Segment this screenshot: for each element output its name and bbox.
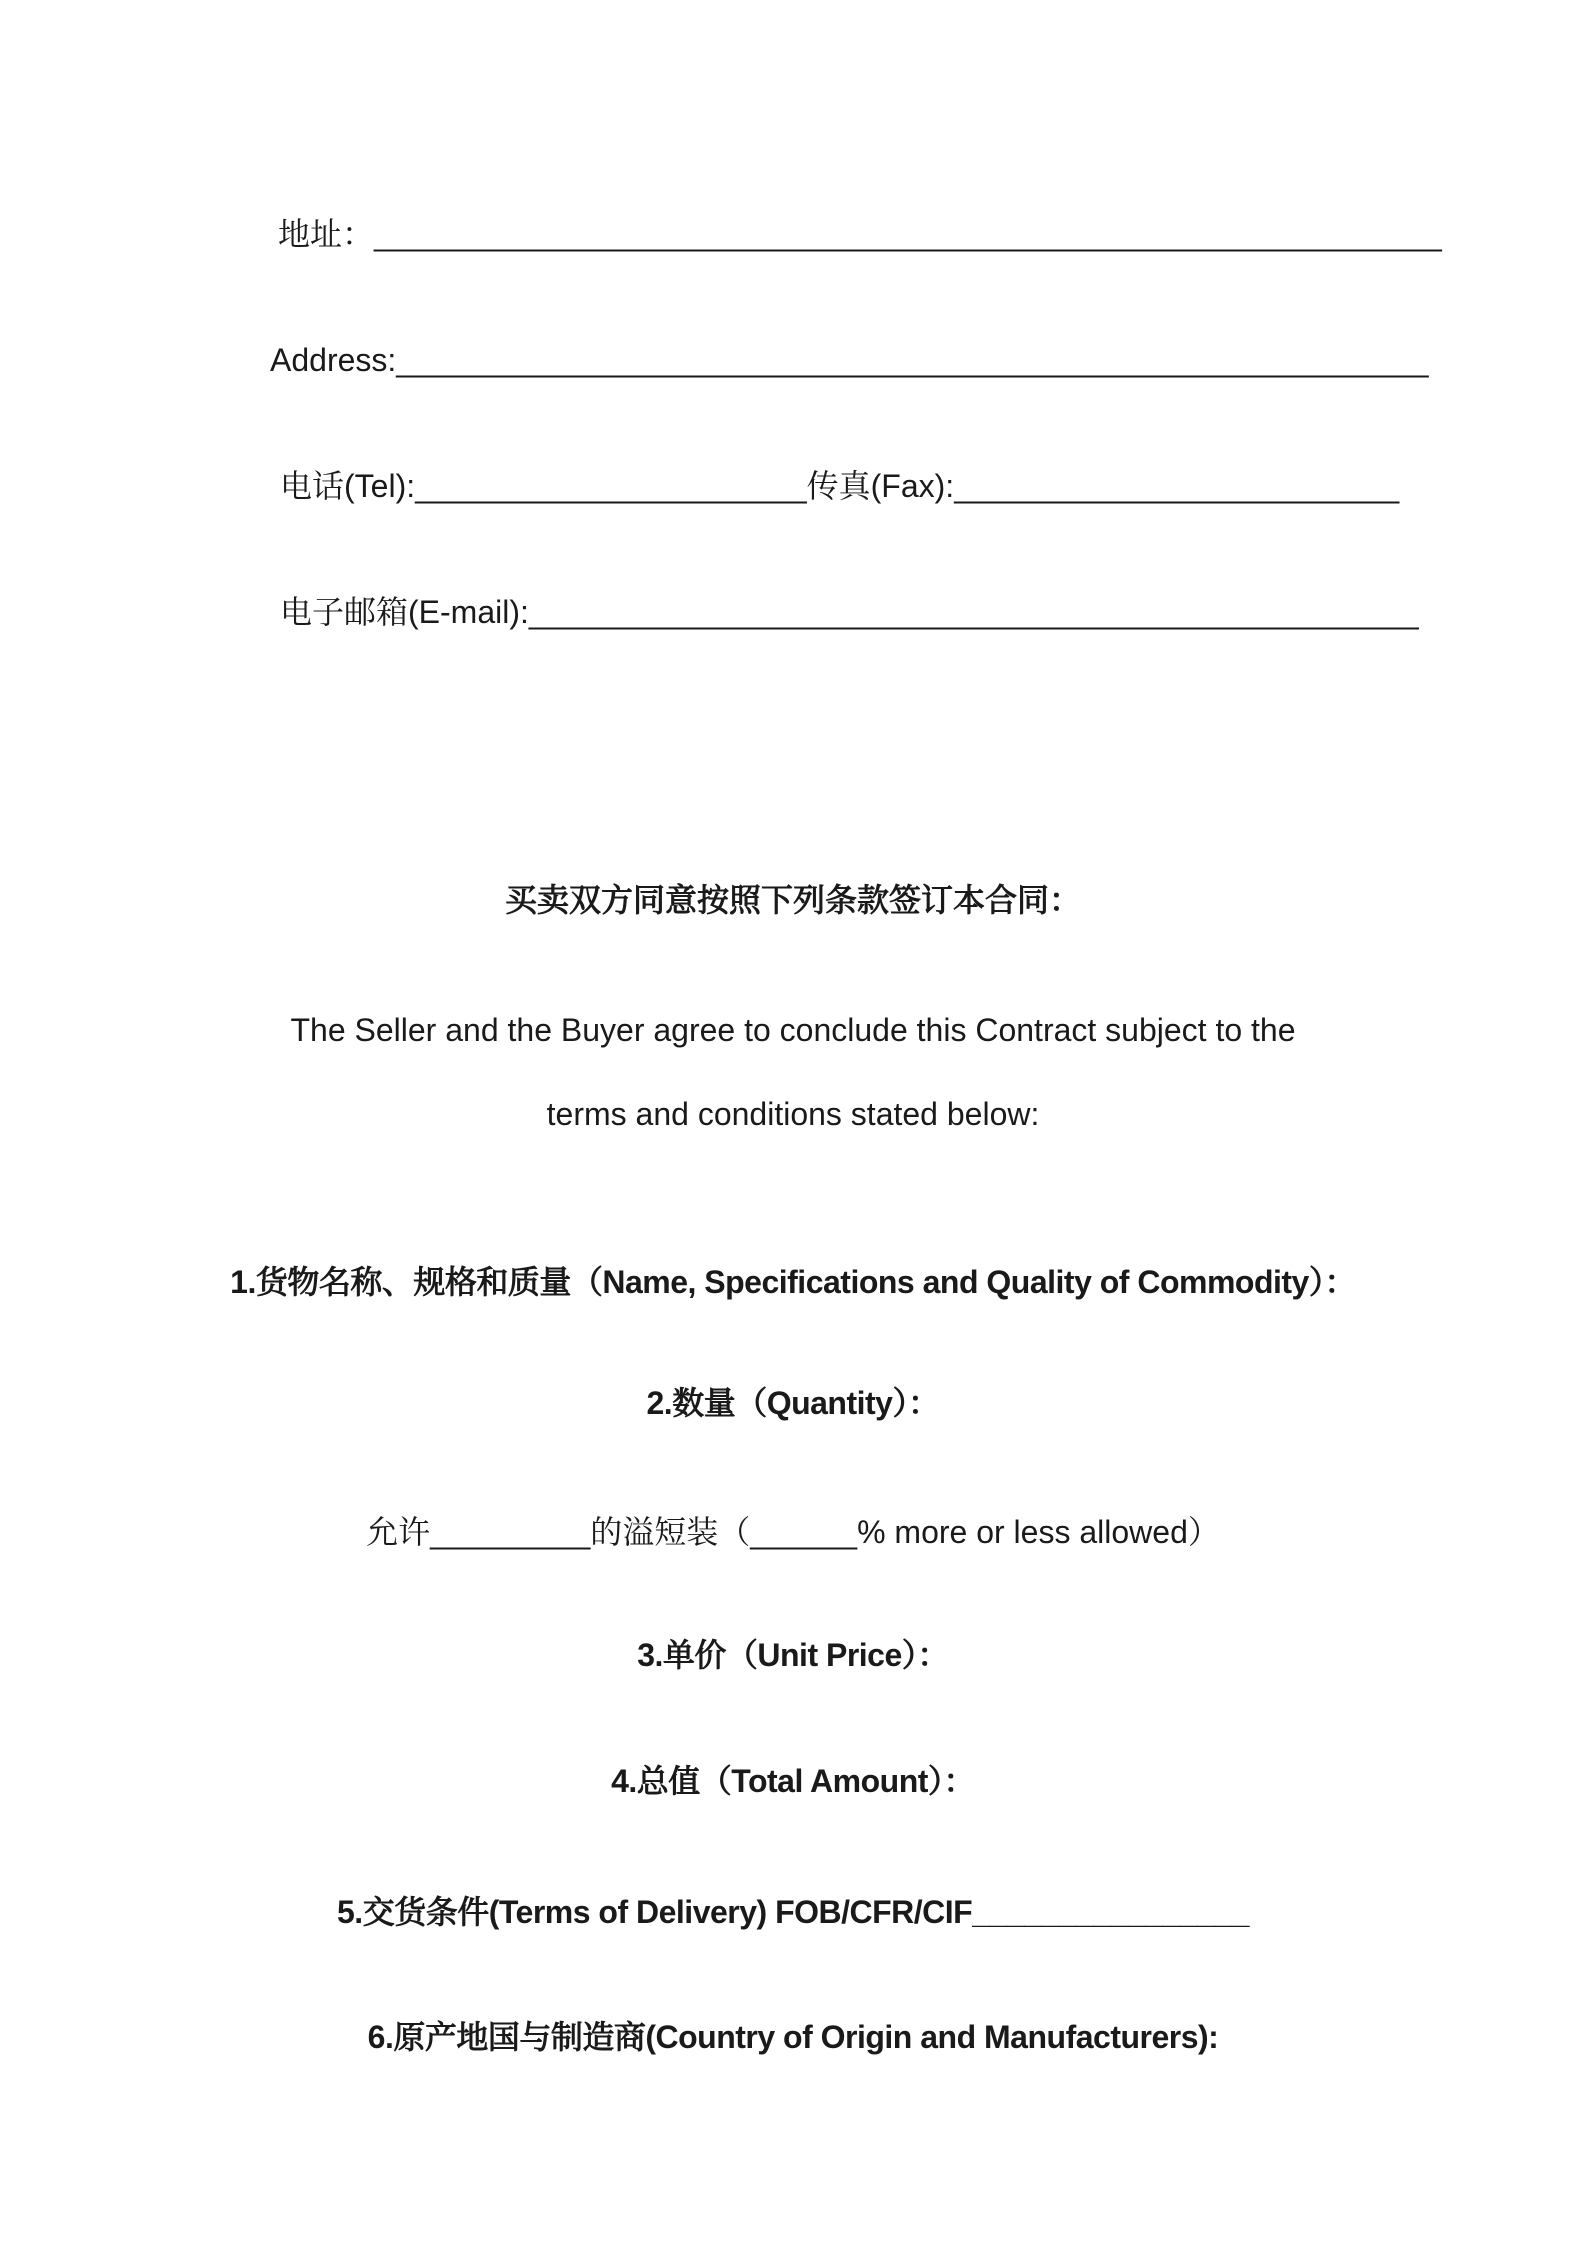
clause-5-delivery-terms: 5.交货条件(Terms of Delivery) FOB/CFR/CIF________________ <box>337 1894 1249 1930</box>
address-en-field: Address:__________________________________________________________ <box>270 342 1429 378</box>
clause-1-commodity: 1.货物名称、规格和质量（Name, Specifications and Quality of Commodity）： <box>230 1264 1356 1300</box>
intro-en-line2: terms and conditions stated below: <box>546 1096 1040 1132</box>
quantity-allowance: 允许_________的溢短装（______% more or less allowed） <box>366 1514 1220 1550</box>
intro-cn: 买卖双方同意按照下列条款签订本合同： <box>504 882 1081 918</box>
clause-2-quantity: 2.数量（Quantity）： <box>646 1385 940 1421</box>
intro-en-line1: The Seller and the Buyer agree to conclude this Contract subject to the <box>290 1012 1296 1048</box>
clause-3-unit-price: 3.单价（Unit Price）： <box>637 1637 949 1673</box>
tel-fax-field: 电话(Tel):______________________传真(Fax):_________________________ <box>280 468 1400 504</box>
clause-4-total-amount: 4.总值（Total Amount）： <box>611 1763 975 1799</box>
clause-6-origin-manufacturers: 6.原产地国与制造商(Country of Origin and Manufacturers): <box>367 2019 1219 2055</box>
address-cn-field: 地址：____________________________________________________________ <box>278 216 1442 252</box>
email-field: 电子邮箱(E-mail):__________________________________________________ <box>280 594 1419 630</box>
